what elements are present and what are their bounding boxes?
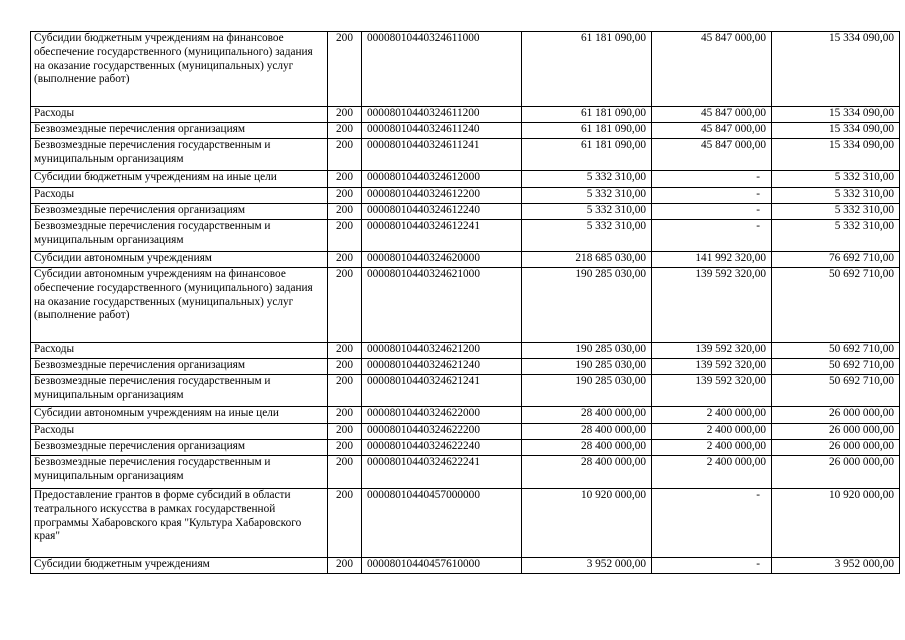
cell-executed: - bbox=[652, 171, 772, 188]
cell-remaining: 15 334 090,00 bbox=[772, 32, 900, 107]
cell-name: Субсидии бюджетным учреждениям на финансовое обеспечение государственного (муниципального) задания на оказание государственных (муниципальных) услуг (выполнение работ) bbox=[31, 32, 328, 107]
cell-line-code: 200 bbox=[328, 407, 362, 424]
cell-remaining: 5 332 310,00 bbox=[772, 220, 900, 252]
cell-name: Расходы bbox=[31, 188, 328, 204]
cell-approved: 190 285 030,00 bbox=[522, 375, 652, 407]
cell-executed: - bbox=[652, 220, 772, 252]
cell-line-code: 200 bbox=[328, 359, 362, 375]
cell-approved: 61 181 090,00 bbox=[522, 139, 652, 171]
table-row bbox=[31, 558, 900, 574]
cell-executed: 139 592 320,00 bbox=[652, 359, 772, 375]
cell-approved: 190 285 030,00 bbox=[522, 359, 652, 375]
cell-name: Безвозмездные перечисления организациям bbox=[31, 204, 328, 220]
cell-budget-code: 00008010440324611000 bbox=[362, 32, 522, 107]
table-row bbox=[31, 171, 900, 188]
table-row bbox=[31, 375, 900, 407]
cell-remaining: 10 920 000,00 bbox=[772, 489, 900, 558]
table-row bbox=[31, 220, 900, 252]
cell-approved: 28 400 000,00 bbox=[522, 407, 652, 424]
cell-executed: 141 992 320,00 bbox=[652, 252, 772, 268]
cell-budget-code: 00008010440324622200 bbox=[362, 424, 522, 440]
cell-executed: 2 400 000,00 bbox=[652, 407, 772, 424]
cell-approved: 28 400 000,00 bbox=[522, 440, 652, 456]
table-row bbox=[31, 32, 900, 107]
cell-executed: 45 847 000,00 bbox=[652, 32, 772, 107]
cell-line-code: 200 bbox=[328, 489, 362, 558]
cell-executed: 45 847 000,00 bbox=[652, 107, 772, 123]
cell-name: Расходы bbox=[31, 424, 328, 440]
cell-remaining: 3 952 000,00 bbox=[772, 558, 900, 574]
table-row bbox=[31, 424, 900, 440]
cell-remaining: 50 692 710,00 bbox=[772, 359, 900, 375]
cell-remaining: 26 000 000,00 bbox=[772, 456, 900, 489]
cell-line-code: 200 bbox=[328, 171, 362, 188]
cell-executed: - bbox=[652, 188, 772, 204]
budget-execution-table bbox=[30, 31, 900, 574]
cell-budget-code: 00008010440324622240 bbox=[362, 440, 522, 456]
cell-remaining: 50 692 710,00 bbox=[772, 375, 900, 407]
cell-name: Субсидии автономным учреждениям bbox=[31, 252, 328, 268]
cell-remaining: 15 334 090,00 bbox=[772, 139, 900, 171]
cell-name: Безвозмездные перечисления организациям bbox=[31, 359, 328, 375]
cell-name: Субсидии бюджетным учреждениям на иные цели bbox=[31, 171, 328, 188]
cell-line-code: 200 bbox=[328, 32, 362, 107]
cell-remaining: 5 332 310,00 bbox=[772, 204, 900, 220]
cell-budget-code: 00008010440324611240 bbox=[362, 123, 522, 139]
cell-name: Безвозмездные перечисления государственным и муниципальным организациям bbox=[31, 220, 328, 252]
cell-executed: 45 847 000,00 bbox=[652, 123, 772, 139]
table-row bbox=[31, 204, 900, 220]
table-row bbox=[31, 440, 900, 456]
cell-line-code: 200 bbox=[328, 440, 362, 456]
cell-remaining: 15 334 090,00 bbox=[772, 107, 900, 123]
cell-line-code: 200 bbox=[328, 343, 362, 359]
cell-approved: 61 181 090,00 bbox=[522, 107, 652, 123]
cell-approved: 5 332 310,00 bbox=[522, 188, 652, 204]
table-row bbox=[31, 123, 900, 139]
cell-approved: 218 685 030,00 bbox=[522, 252, 652, 268]
cell-name: Безвозмездные перечисления организациям bbox=[31, 123, 328, 139]
cell-executed: 139 592 320,00 bbox=[652, 375, 772, 407]
cell-remaining: 26 000 000,00 bbox=[772, 440, 900, 456]
cell-budget-code: 00008010440324621241 bbox=[362, 375, 522, 407]
cell-executed: 2 400 000,00 bbox=[652, 424, 772, 440]
cell-name: Расходы bbox=[31, 343, 328, 359]
cell-line-code: 200 bbox=[328, 252, 362, 268]
cell-name: Безвозмездные перечисления государственным и муниципальным организациям bbox=[31, 375, 328, 407]
cell-budget-code: 00008010440457610000 bbox=[362, 558, 522, 574]
table-row bbox=[31, 188, 900, 204]
cell-budget-code: 00008010440324611200 bbox=[362, 107, 522, 123]
cell-remaining: 26 000 000,00 bbox=[772, 407, 900, 424]
cell-line-code: 200 bbox=[328, 220, 362, 252]
cell-line-code: 200 bbox=[328, 204, 362, 220]
table-row bbox=[31, 107, 900, 123]
cell-approved: 3 952 000,00 bbox=[522, 558, 652, 574]
cell-budget-code: 00008010440324612000 bbox=[362, 171, 522, 188]
cell-executed: 139 592 320,00 bbox=[652, 268, 772, 343]
cell-budget-code: 00008010440324612241 bbox=[362, 220, 522, 252]
cell-approved: 5 332 310,00 bbox=[522, 171, 652, 188]
cell-name: Безвозмездные перечисления государственным и муниципальным организациям bbox=[31, 139, 328, 171]
cell-remaining: 5 332 310,00 bbox=[772, 188, 900, 204]
cell-budget-code: 00008010440457000000 bbox=[362, 489, 522, 558]
table-row bbox=[31, 407, 900, 424]
cell-remaining: 76 692 710,00 bbox=[772, 252, 900, 268]
cell-budget-code: 00008010440324611241 bbox=[362, 139, 522, 171]
cell-budget-code: 00008010440324621000 bbox=[362, 268, 522, 343]
cell-approved: 190 285 030,00 bbox=[522, 343, 652, 359]
cell-line-code: 200 bbox=[328, 107, 362, 123]
cell-line-code: 200 bbox=[328, 139, 362, 171]
cell-executed: 139 592 320,00 bbox=[652, 343, 772, 359]
table-row bbox=[31, 139, 900, 171]
cell-executed: - bbox=[652, 489, 772, 558]
cell-approved: 10 920 000,00 bbox=[522, 489, 652, 558]
cell-name: Субсидии автономным учреждениям на финансовое обеспечение государственного (муниципального) задания на оказание государственных (муниципальных) услуг (выполнение работ) bbox=[31, 268, 328, 343]
cell-budget-code: 00008010440324620000 bbox=[362, 252, 522, 268]
cell-name: Субсидии автономным учреждениям на иные цели bbox=[31, 407, 328, 424]
cell-line-code: 200 bbox=[328, 268, 362, 343]
table-row bbox=[31, 343, 900, 359]
cell-approved: 5 332 310,00 bbox=[522, 204, 652, 220]
cell-line-code: 200 bbox=[328, 558, 362, 574]
table-row bbox=[31, 252, 900, 268]
cell-line-code: 200 bbox=[328, 424, 362, 440]
cell-executed: 2 400 000,00 bbox=[652, 456, 772, 489]
cell-approved: 190 285 030,00 bbox=[522, 268, 652, 343]
cell-executed: - bbox=[652, 204, 772, 220]
cell-budget-code: 00008010440324612200 bbox=[362, 188, 522, 204]
cell-remaining: 15 334 090,00 bbox=[772, 123, 900, 139]
cell-approved: 61 181 090,00 bbox=[522, 32, 652, 107]
cell-approved: 61 181 090,00 bbox=[522, 123, 652, 139]
cell-line-code: 200 bbox=[328, 456, 362, 489]
cell-approved: 28 400 000,00 bbox=[522, 456, 652, 489]
cell-line-code: 200 bbox=[328, 375, 362, 407]
cell-name: Безвозмездные перечисления государственным и муниципальным организациям bbox=[31, 456, 328, 489]
cell-approved: 28 400 000,00 bbox=[522, 424, 652, 440]
cell-name: Расходы bbox=[31, 107, 328, 123]
table-row bbox=[31, 489, 900, 558]
cell-remaining: 5 332 310,00 bbox=[772, 171, 900, 188]
cell-name: Безвозмездные перечисления организациям bbox=[31, 440, 328, 456]
cell-line-code: 200 bbox=[328, 123, 362, 139]
cell-executed: 2 400 000,00 bbox=[652, 440, 772, 456]
cell-name: Предоставление грантов в форме субсидий в области театрального искусства в рамках государственной программы Хабаровского края "Культура Хабаровского края" bbox=[31, 489, 328, 558]
cell-remaining: 50 692 710,00 bbox=[772, 268, 900, 343]
table-body bbox=[31, 32, 900, 574]
cell-executed: - bbox=[652, 558, 772, 574]
cell-remaining: 50 692 710,00 bbox=[772, 343, 900, 359]
table-row bbox=[31, 359, 900, 375]
table-row bbox=[31, 456, 900, 489]
cell-budget-code: 00008010440324612240 bbox=[362, 204, 522, 220]
cell-budget-code: 00008010440324621240 bbox=[362, 359, 522, 375]
cell-budget-code: 00008010440324621200 bbox=[362, 343, 522, 359]
cell-name: Субсидии бюджетным учреждениям bbox=[31, 558, 328, 574]
cell-budget-code: 00008010440324622241 bbox=[362, 456, 522, 489]
cell-approved: 5 332 310,00 bbox=[522, 220, 652, 252]
table-row bbox=[31, 268, 900, 343]
cell-line-code: 200 bbox=[328, 188, 362, 204]
cell-remaining: 26 000 000,00 bbox=[772, 424, 900, 440]
cell-executed: 45 847 000,00 bbox=[652, 139, 772, 171]
cell-budget-code: 00008010440324622000 bbox=[362, 407, 522, 424]
